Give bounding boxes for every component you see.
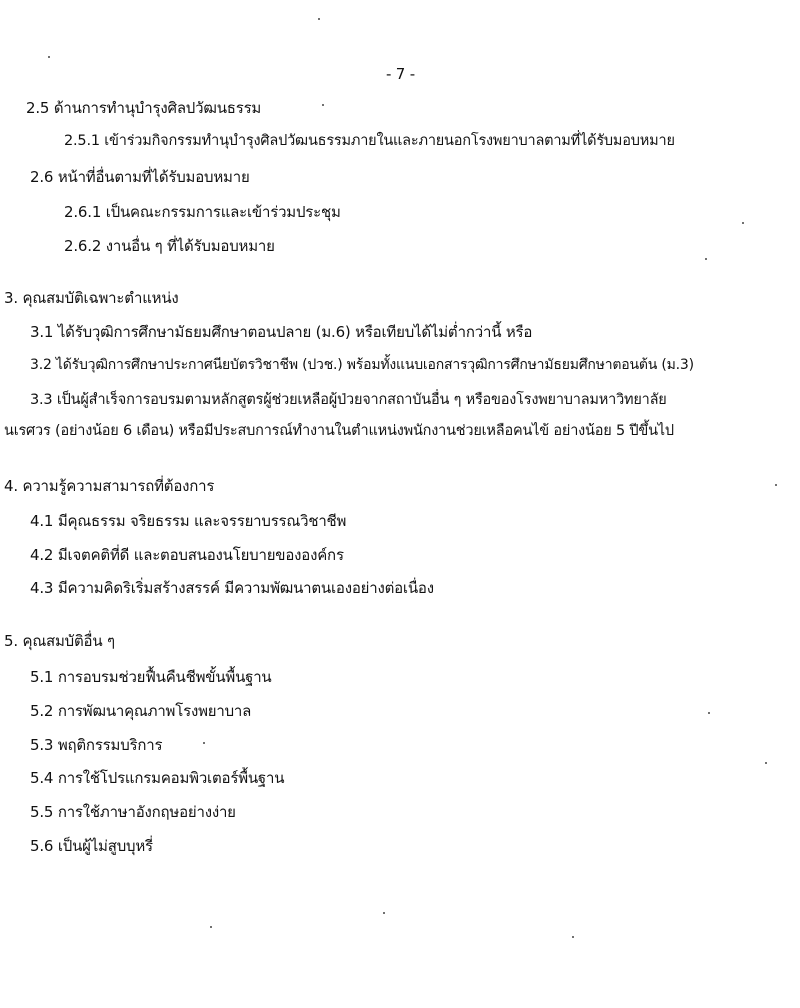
scan-speck [765, 762, 767, 764]
scan-speck [572, 936, 574, 938]
item-5-5: 5.5 การใช้ภาษาอังกฤษอย่างง่าย [30, 803, 236, 821]
item-5-3: 5.3 พฤติกรรมบริการ [30, 736, 163, 754]
scan-speck [203, 742, 205, 744]
item-5-2: 5.2 การพัฒนาคุณภาพโรงพยาบาล [30, 702, 252, 720]
item-4-2: 4.2 มีเจตคติที่ดี และตอบสนองนโยบายขององค์กร [30, 546, 344, 564]
scan-speck [383, 912, 385, 914]
item-5-1: 5.1 การอบรมช่วยฟื้นคืนชีพขั้นพื้นฐาน [30, 668, 272, 686]
scan-speck [210, 926, 212, 928]
scan-speck [48, 56, 50, 58]
item-5-6: 5.6 เป็นผู้ไม่สูบบุหรี่ [30, 837, 153, 855]
scan-speck [322, 104, 324, 106]
item-2-6-1: 2.6.1 เป็นคณะกรรมการและเข้าร่วมประชุม [64, 203, 341, 221]
item-4-3: 4.3 มีความคิดริเริ่มสร้างสรรค์ มีความพัฒนาตนเองอย่างต่อเนื่อง [30, 579, 434, 597]
section-2-5-heading: 2.5 ด้านการทำนุบำรุงศิลปวัฒนธรรม [26, 99, 262, 117]
item-5-4: 5.4 การใช้โปรแกรมคอมพิวเตอร์พื้นฐาน [30, 769, 285, 787]
section-3-heading: 3. คุณสมบัติเฉพาะตำแหน่ง [4, 289, 179, 307]
scan-speck [705, 258, 707, 260]
item-4-1: 4.1 มีคุณธรรม จริยธรรม และจรรยาบรรณวิชาชีพ [30, 512, 347, 530]
item-2-5-1: 2.5.1 เข้าร่วมกิจกรรมทำนุบำรุงศิลปวัฒนธรรมภายในและภายนอกโรงพยาบาลตามที่ได้รับมอบหมาย [64, 133, 675, 149]
section-4-heading: 4. ความรู้ความสามารถที่ต้องการ [4, 477, 215, 495]
item-3-2: 3.2 ได้รับวุฒิการศึกษาประกาศนียบัตรวิชาชีพ (ปวช.) พร้อมทั้งแนบเอกสารวุฒิการศึกษามัธยมศึกษาตอนต้น (ม.3) [30, 357, 694, 373]
scan-speck [318, 18, 320, 20]
section-5-heading: 5. คุณสมบัติอื่น ๆ [4, 632, 115, 650]
scan-speck [708, 712, 710, 714]
item-3-3-line2: นเรศวร (อย่างน้อย 6 เดือน) หรือมีประสบการณ์ทำงานในตำแหน่งพนักงานช่วยเหลือคนไข้ อย่างน้อย 5 ปีขึ้นไป [4, 423, 674, 439]
page-number: - 7 - [386, 65, 415, 83]
section-2-6-heading: 2.6 หน้าที่อื่นตามที่ได้รับมอบหมาย [30, 168, 250, 186]
item-3-1: 3.1 ได้รับวุฒิการศึกษามัธยมศึกษาตอนปลาย (ม.6) หรือเทียบได้ไม่ต่ำกว่านี้ หรือ [30, 323, 533, 341]
scan-speck [775, 484, 777, 486]
item-2-6-2: 2.6.2 งานอื่น ๆ ที่ได้รับมอบหมาย [64, 237, 275, 255]
item-3-3-line1: 3.3 เป็นผู้สำเร็จการอบรมตามหลักสูตรผู้ช่วยเหลือผู้ป่วยจากสถาบันอื่น ๆ หรือของโรงพยาบาลมหาวิทยาลัย [30, 392, 667, 408]
scan-speck [742, 222, 744, 224]
